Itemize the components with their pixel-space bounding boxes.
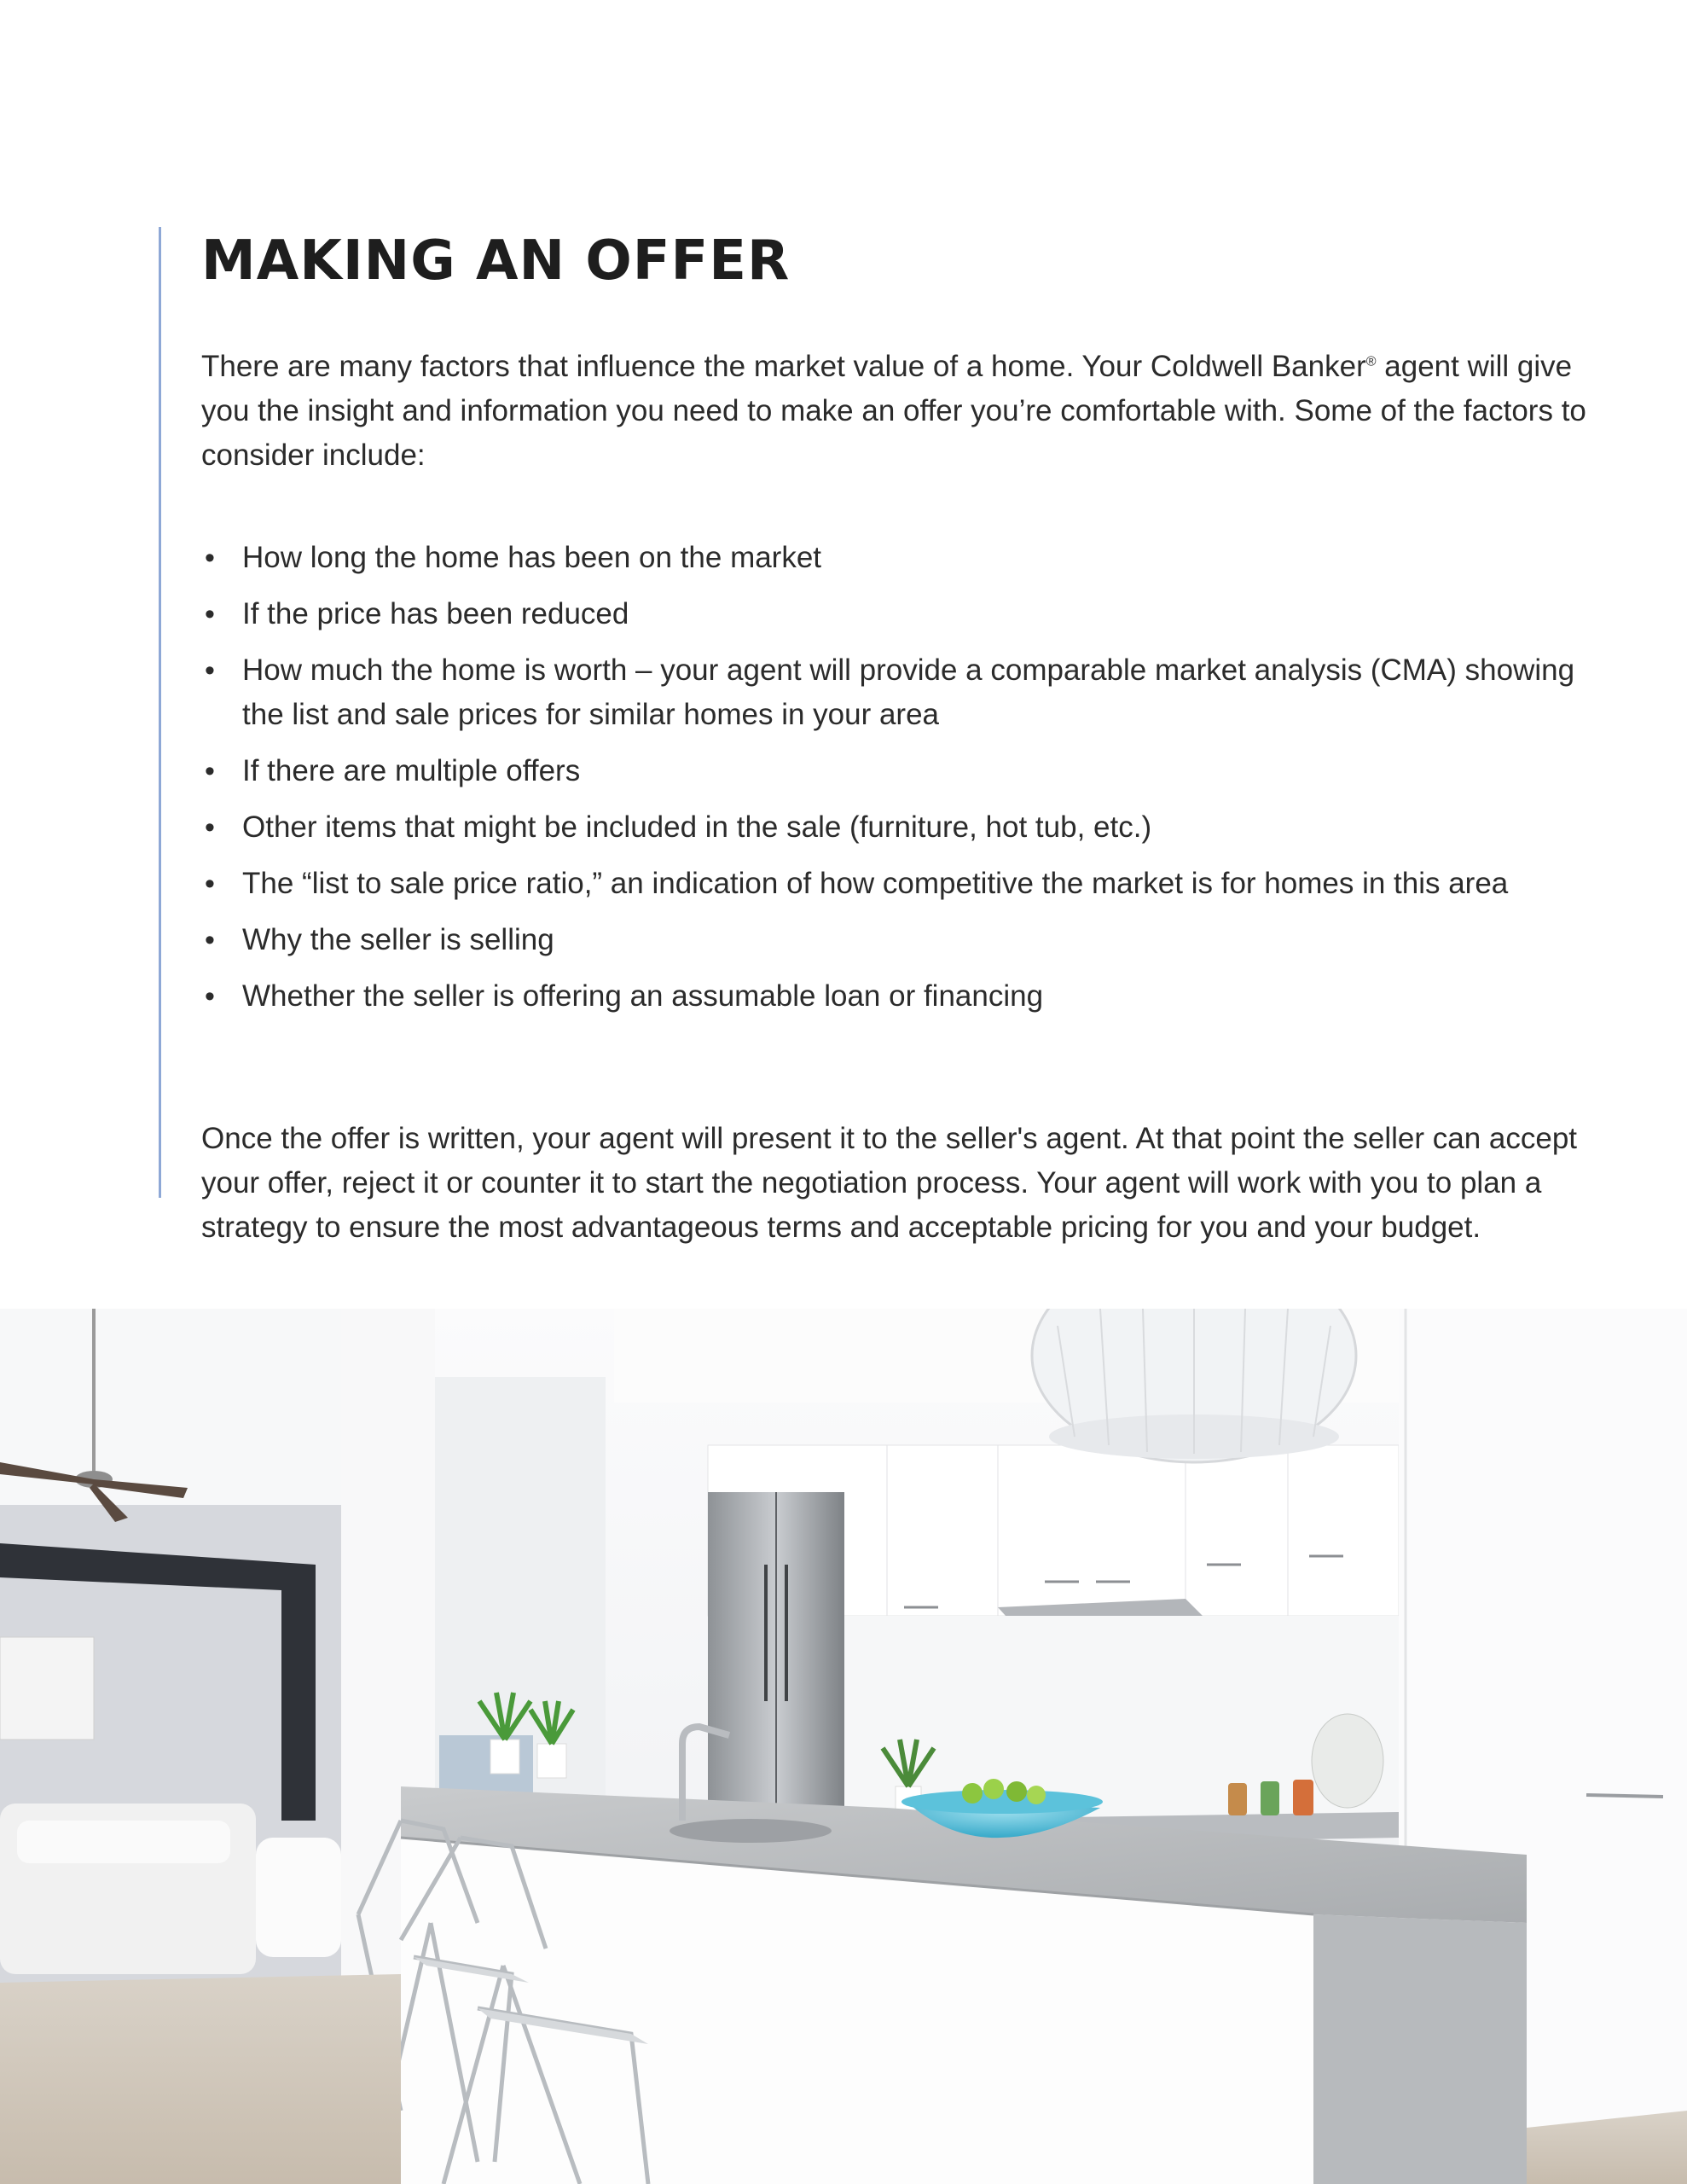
list-item: [201, 918, 1600, 962]
content-column: [201, 227, 1600, 1244]
registered-mark: ®: [1365, 354, 1377, 369]
list-item: [201, 648, 1600, 737]
bullet-icon: •: [205, 542, 215, 574]
bullet-icon: •: [205, 755, 215, 787]
list-item-text: The “list to sale price ratio,” an indication of how competitive the market is for homes in this area: [242, 867, 1509, 900]
list-item-text: Why the seller is selling: [242, 923, 554, 956]
bullet-icon: •: [205, 811, 215, 844]
intro-text-end: agent will give you the insight and information you need to make an offer you’re comfortable with. Some of the factors to consider include:: [201, 350, 1586, 472]
list-item-text: How long the home has been on the market: [242, 541, 822, 574]
kitchen-illustration: [0, 1309, 1687, 2184]
text-section: [159, 227, 1609, 1244]
list-item: [201, 805, 1600, 850]
bullet-icon: •: [205, 868, 215, 900]
list-item: [201, 749, 1600, 793]
bullet-icon: •: [205, 654, 215, 687]
list-item: [201, 536, 1600, 580]
bullet-icon: •: [205, 980, 215, 1013]
list-item: [201, 592, 1600, 636]
list-item-text: If there are multiple offers: [242, 754, 581, 787]
list-item: [201, 974, 1600, 1019]
list-item-text: How much the home is worth – your agent will provide a comparable market analysis (CMA) showing the list and sale prices for similar homes in your area: [242, 653, 1575, 731]
kitchen-photo: [0, 1309, 1687, 2184]
bullet-icon: •: [205, 598, 215, 630]
list-item-text: If the price has been reduced: [242, 597, 629, 630]
list-item: [201, 862, 1600, 906]
list-item-text: Whether the seller is offering an assumable loan or financing: [242, 979, 1044, 1013]
intro-text-start: There are many factors that influence the market value of a home. Your Coldwell Banker: [201, 350, 1366, 383]
page-title: MAKING AN OFFER: [201, 229, 791, 293]
factors-list: [201, 536, 1600, 1031]
closing-paragraph: Once the offer is written, your agent will present it to the seller's agent. At that point the seller can accept your offer, reject it or counter it to start the negotiation process. Your agent will work with you to plan a strategy to ensure the most advantageous terms and acceptable pricing for you and your budget.: [201, 1122, 1578, 1244]
intro-paragraph: [201, 345, 1600, 478]
list-item-text: Other items that might be included in the sale (furniture, hot tub, etc.): [242, 810, 1152, 844]
bullet-icon: •: [205, 924, 215, 956]
